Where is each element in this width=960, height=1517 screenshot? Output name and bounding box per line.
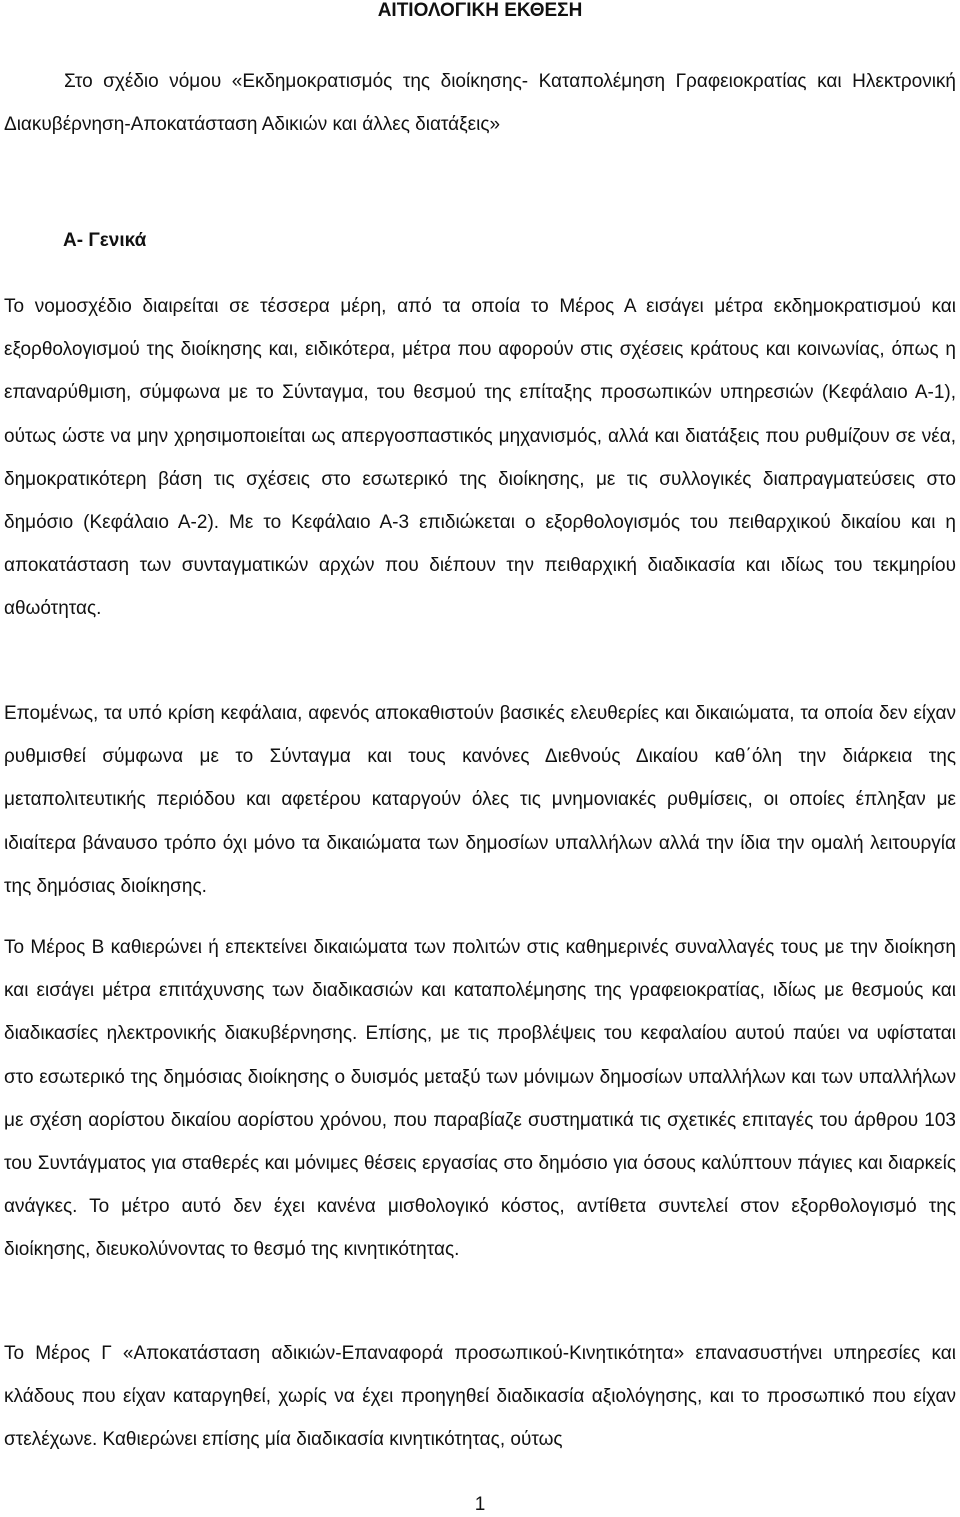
paragraph-part-c: Το Μέρος Γ «Αποκατάσταση αδικιών-Επαναφορά προσωπικού-Κινητικότητα» επανασυστήνει υπηρεσίες και κλάδους που είχαν καταργηθεί, χωρίς να έχει προηγηθεί διαδικασία αξιολόγησης, και το προσωπικό που είχαν στελέχωνε. Καθιερώνει επίσης μία διαδικασία κινητικότητας, ούτως	[4, 1343, 956, 1451]
section-heading-general: Α- Γενικά	[63, 230, 147, 251]
paragraph-part-a: Το νομοσχέδιο διαιρείται σε τέσσερα μέρη, από τα οποία το Μέρος Α εισάγει μέτρα εκδημοκρατισμού και εξορθολογισμού της διοίκησης και, ειδικότερα, μέτρα που αφορούν στις σχέσεις κράτους και κοινωνίας, όπως η επαναρύθμιση, σύμφωνα με το Σύνταγμα, του θεσμού της επίταξης προσωπικών υπηρεσιών (Κεφάλαιο Α-1), ούτως ώστε να μην χρησιμοποιείται ως απεργοσπαστικός μηχανισμός, αλλά και διατάξεις που ρυθμίζουν σε νέα, δημοκρατικότερη βάση τις σχέσεις στο εσωτερικό της διοίκησης, με τις συλλογικές διαπραγματεύσεις στο δημόσιο (Κεφάλαιο Α-2). Με το Κεφάλαιο Α-3 επιδιώκεται ο εξορθολογισμός του πειθαρχικού δικαίου και η αποκατάσταση των συνταγματικών αρχών που διέπουν την πειθαρχική διαδικασία και ιδίως του τεκμηρίου αθωότητας.	[4, 296, 956, 620]
paragraph-consequences: Επομένως, τα υπό κρίση κεφάλαια, αφενός αποκαθιστούν βασικές ελευθερίες και δικαιώματα, τα οποία δεν είχαν ρυθμισθεί σύμφωνα με το Σύνταγμα και τους κανόνες Διεθνούς Δικαίου καθ΄όλη την διάρκεια της μεταπολιτευτικής περιόδου και αφετέρου καταργούν όλες τις μνημονιακές ρυθμίσεις, οι οποίες έπληξαν με ιδιαίτερα βάναυσο τρόπο όχι μόνο τα δικαιώματα των δημοσίων υπαλλήλων αλλά την ίδια την ομαλή λειτουργία της δημόσιας διοίκησης.	[4, 703, 956, 897]
bill-subject: Στο σχέδιο νόμου «Εκδημοκρατισμός της διοίκησης- Καταπολέμηση Γραφειοκρατίας και Ηλεκτρονική Διακυβέρνηση-Αποκατάσταση Αδικιών και άλλες διατάξεις»	[4, 71, 956, 135]
paragraph-part-b: Το Μέρος Β καθιερώνει ή επεκτείνει δικαιώματα των πολιτών στις καθημερινές συναλλαγές τους με την διοίκηση και εισάγει μέτρα επιτάχυνσης των διαδικασιών και καταπολέμησης της γραφειοκρατίας, ιδίως με θεσμούς και διαδικασίες ηλεκτρονικής διακυβέρνησης. Επίσης, με τις προβλέψεις του κεφαλαίου αυτού παύει να υφίσταται στο εσωτερικό της δημόσιας διοίκησης ο δυισμός μεταξύ των μόνιμων δημοσίων υπαλλήλων και των υπαλλήλων με σχέση αορίστου δικαίου αορίστου χρόνου, που παραβίαζε συστηματικά τις σχετικές επιταγές του άρθρου 103 του Συντάγματος για σταθερές και μόνιμες θέσεις εργασίας στο δημόσιο για όσους καλύπτουν πάγιες και διαρκείς ανάγκες. Το μέτρο αυτό δεν έχει κανένα μισθολογικό κόστος, αντίθετα συντελεί στον εξορθολογισμό της διοίκησης, διευκολύνοντας το θεσμό της κινητικότητας.	[4, 937, 956, 1261]
document-title: ΑΙΤΙΟΛΟΓΙΚΗ ΕΚΘΕΣΗ	[377, 0, 583, 21]
page-number: 1	[474, 1494, 486, 1515]
